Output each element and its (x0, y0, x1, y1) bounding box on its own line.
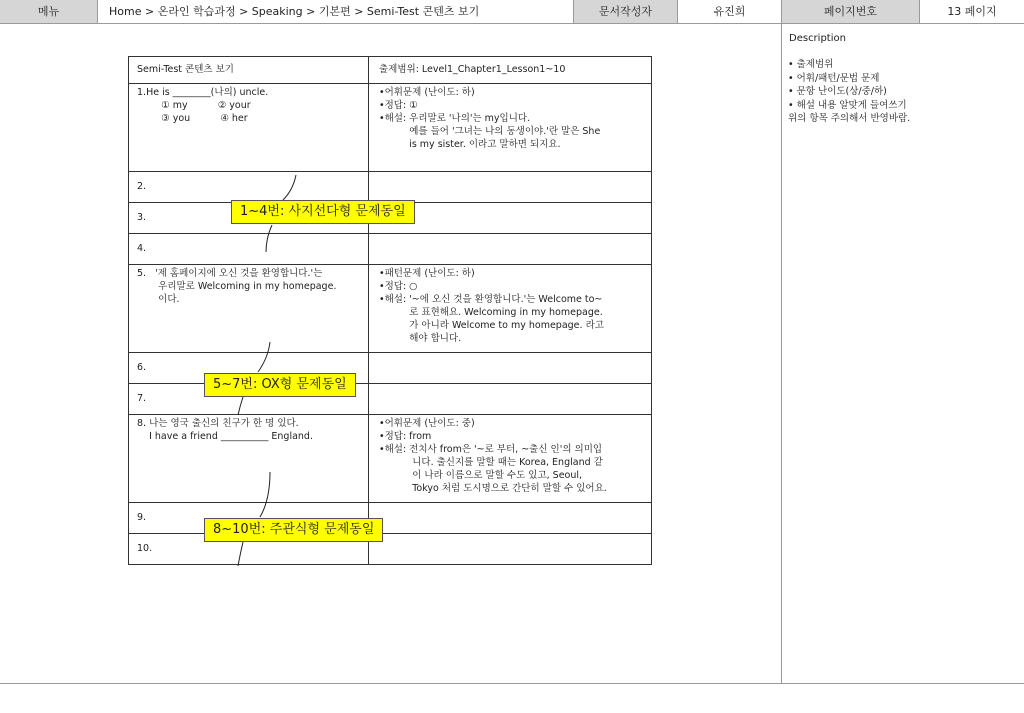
question-cell: 2. (129, 172, 369, 203)
bracket-curve-3 (260, 472, 270, 517)
menu-label[interactable]: 메뉴 (0, 0, 98, 23)
description-item: • 해설 내용 알맞게 들여쓰기 (788, 99, 907, 111)
question-cell: 9. (129, 503, 369, 534)
callout-questions-5-7: 5~7번: OX형 문제동일 (204, 373, 356, 397)
question-cell: 7. (129, 384, 369, 415)
description-item: • 출제범위 (788, 59, 834, 70)
answer-cell: •패턴문제 (난이도: 하) •정답: ○ •해설: '~에 오신 것을 환영합니다.'는 Welcome to~ 로 표현해요. Welcoming in my homepage. 가 아니라 Welcome to my homepage. 라고 해야 합니다. (369, 265, 652, 353)
question-cell: 10. (129, 534, 369, 565)
question-cell: 1.He is ________(나의) uncle. ① my ② your ③ you ④ her (129, 84, 369, 172)
table-header-title: Semi-Test 콘텐츠 보기 (129, 57, 369, 84)
answer-cell: •어휘문제 (난이도: 중) •정답: from •해설: 전치사 from은 '~로 부터, ~출신 인'의 의미입 니다. 출신지를 말할 때는 Korea, England 같 이 나라 이름으로 말할 수도 있고, Seoul, Tokyo 처럼 도시명으로 간단히 말할 수 있어요. (369, 415, 652, 503)
page-number-value: 13 페이지 (947, 5, 997, 18)
bracket-curve-2 (258, 342, 270, 372)
question-cell: 8. 나는 영국 출신의 친구가 한 명 있다. I have a friend __________ England. (129, 415, 369, 503)
author-label: 문서작성자 (574, 0, 678, 23)
question-cell: 6. (129, 353, 369, 384)
bracket-curve-3b (238, 542, 243, 566)
answer-cell: •어휘문제 (난이도: 하) •정답: ① •해설: 우리말로 '나의'는 my입니다. 예를 들어 '그녀는 나의 동생이야.'란 말은 She is my sister. 이라고 말하면 되지요. (369, 84, 652, 172)
question-cell: 3. (129, 203, 369, 234)
description-item: • 어휘/패턴/문법 문제 (788, 72, 880, 84)
author-name: 유진희 (678, 0, 782, 23)
breadcrumb: Home > 온라인 학습과정 > Speaking > 기본편 > Semi-Test 콘텐츠 보기 (98, 0, 574, 23)
description-item: 위의 항목 주의해서 반영바람. (788, 113, 911, 124)
question-cell: 5. '제 홈페이지에 오신 것을 환영합니다.'는 우리말로 Welcoming in my homepage. 이다. (129, 265, 369, 353)
callout-questions-1-4: 1~4번: 사지선다형 문제동일 (231, 200, 415, 224)
bracket-curve-1b (266, 225, 272, 252)
page-number-label: 페이지번호 (782, 0, 920, 23)
bracket-curve-2b (238, 397, 243, 415)
question-cell: 4. (129, 234, 369, 265)
bracket-curve-1 (283, 175, 296, 200)
description-item: • 문항 난이도(상/중/하) (788, 86, 887, 97)
table-header-range: 출제범위: Level1_Chapter1_Lesson1~10 (369, 57, 652, 84)
description-title: Description (789, 33, 846, 44)
callout-questions-8-10: 8~10번: 주관식형 문제동일 (204, 518, 383, 542)
